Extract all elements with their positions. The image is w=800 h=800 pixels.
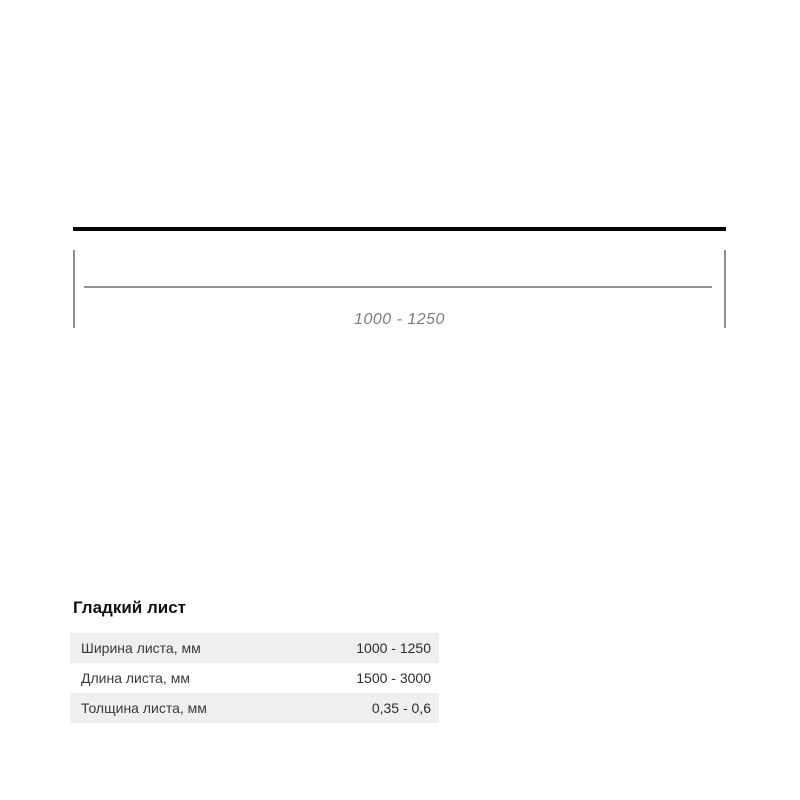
dimension-line bbox=[84, 286, 712, 288]
spec-value: 1000 - 1250 bbox=[356, 640, 431, 656]
table-row-thickness bbox=[70, 693, 439, 723]
spec-label: Толщина листа, мм bbox=[81, 700, 207, 716]
dimension-width-label: 1000 - 1250 bbox=[354, 311, 445, 328]
sheet-profile-line bbox=[73, 227, 726, 231]
table-row-length bbox=[70, 663, 439, 693]
spec-label: Ширина листа, мм bbox=[81, 640, 201, 656]
table-row-width bbox=[70, 633, 439, 663]
spec-value: 1500 - 3000 bbox=[356, 670, 431, 686]
spec-value: 0,35 - 0,6 bbox=[371, 700, 431, 716]
spec-label: Длина листа, мм bbox=[81, 670, 190, 686]
section-title: Гладкий лист bbox=[73, 598, 186, 617]
spec-table bbox=[70, 633, 439, 723]
